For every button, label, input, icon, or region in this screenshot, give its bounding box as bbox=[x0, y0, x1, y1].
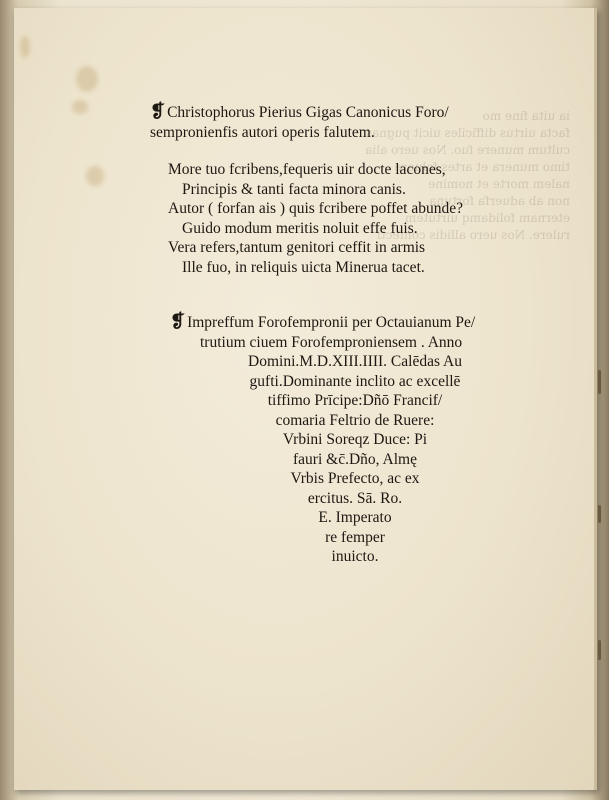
foxing-stain bbox=[72, 100, 88, 114]
colophon-line: inuicto. bbox=[331, 548, 379, 565]
binding-thread bbox=[598, 640, 601, 660]
verse-line: More tuo fcribens,fequeris uir docte lacones, bbox=[168, 161, 446, 178]
colophon-line: re femper bbox=[325, 528, 385, 546]
verse-line: Principis & tanti facta minora canis. bbox=[182, 180, 406, 198]
foxing-stain bbox=[86, 166, 104, 186]
colophon-block bbox=[170, 312, 540, 567]
binding-thread bbox=[598, 505, 601, 523]
colophon-line: tiffimo Prīcipe:Dñō Francif/ bbox=[267, 392, 443, 409]
foxing-stain bbox=[76, 66, 98, 92]
binding-thread bbox=[598, 370, 601, 394]
colophon-line: fauri &c̄.Dño, Almę bbox=[293, 450, 417, 468]
colophon-line: comaria Feltrio de Ruere: bbox=[275, 411, 435, 429]
colophon-line: trutium ciuem Forofemproniensem . Anno bbox=[200, 333, 463, 351]
paragraph-mark-icon: ❡ bbox=[150, 101, 166, 121]
colophon-line: E. Imperato bbox=[318, 509, 392, 526]
colophon-line: Domini.M.D.XIII.IIII. Calēdas Au bbox=[248, 353, 462, 370]
bleed-through-text: ia uita fine mo facta uirtus difficiles uicit pugnas cultum munere fuo. Nos uero alia timo munera et artes foluere nalem morte et nomine non ab aduerfa fortuna eternam folidamq uirtutem rulere. Nos uero allidis confecti bbox=[365, 109, 570, 242]
letter-heading bbox=[150, 102, 449, 142]
verse-line: Guido modum meritis noluit effe fuis. bbox=[182, 219, 418, 237]
colophon-line: Impreffum Forofempronii per Octauianum Pe/ bbox=[187, 314, 476, 331]
heading-line: sempronienfis autori operis falutem. bbox=[150, 123, 375, 141]
verse-line: Ille fuo, in reliquis uicta Minerua tacet. bbox=[182, 258, 425, 276]
verse-block bbox=[168, 160, 463, 277]
colophon-line: Vrbini Soreqz Duce: Pi bbox=[282, 431, 428, 448]
foxing-stain bbox=[20, 36, 30, 58]
paragraph-mark-icon: ❡ bbox=[170, 311, 186, 331]
colophon-line: gufti.Dominante inclito ac excellē bbox=[249, 372, 461, 390]
verse-line: Vera refers,tantum genitori ceffit in armis bbox=[168, 239, 426, 256]
colophon-line: Vrbis Prefecto, ac ex bbox=[290, 470, 420, 487]
heading-line: Christophorus Pierius Gigas Canonicus Foro/ bbox=[167, 104, 449, 121]
colophon-line: ercitus. Sā. Ro. bbox=[307, 489, 403, 507]
verse-line: Autor ( forfan ais ) quis fcribere poffet abunde? bbox=[168, 200, 463, 217]
